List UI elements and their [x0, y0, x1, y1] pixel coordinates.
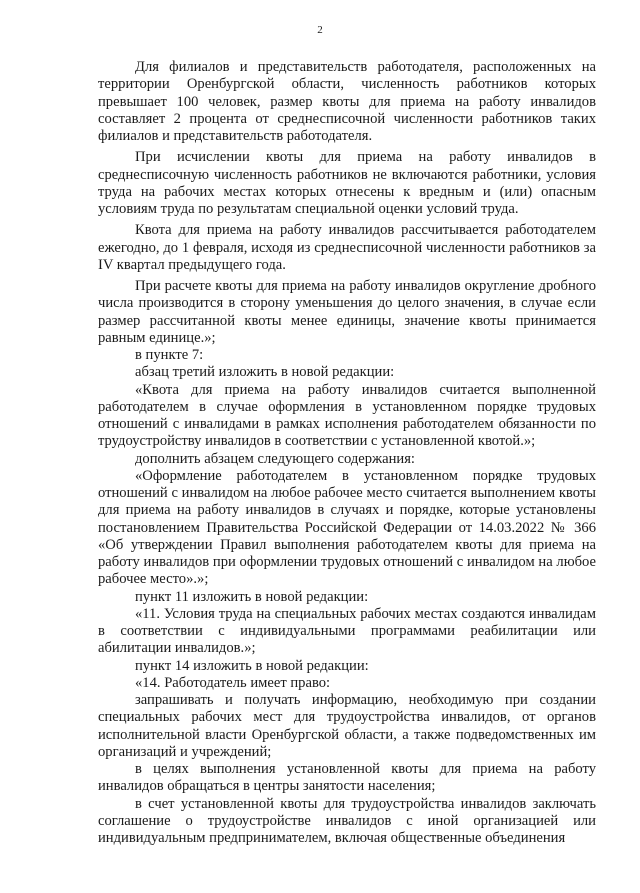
- paragraph-employment-centers: в целях выполнения установленной квоты для приема на работу инвалидов обращаться в центры занятости населения;: [98, 761, 596, 795]
- paragraph-employer-rights: «14. Работодатель имеет право:: [135, 674, 331, 691]
- paragraph-third-abzac: абзац третий изложить в новой редакции:: [135, 364, 395, 381]
- paragraph-quota-calculation: Квота для приема на работу инвалидов рассчитывается работодателем ежегодно, до 1 февраля, исходя из среднесписочной численности работников за IV квартал предыдущего года.: [98, 222, 596, 273]
- paragraph-agreement: в счет установленной квоты для трудоустройства инвалидов заключать соглашение о трудоустройстве инвалидов с иной организацией или индивидуальным предпринимателем, включая общественные объединения: [98, 795, 596, 846]
- paragraph-add-abzac: дополнить абзацем следующего содержания:: [135, 450, 415, 467]
- paragraph-any-workplace: «Оформление работодателем в установленном порядке трудовых отношений с инвалидом на любое рабочее место считается выполнением квоты для приема на работу инвалидов в случаях и порядке, которые установлены постановлением Правительства Российской Федерации от 14.03.2022 № 366 «Об утверждении Правил выполнения работодателем квоты для приема на работу инвалидов при оформлении трудовых отношений с инвалидом на любое рабочее место».»;: [98, 467, 596, 588]
- paragraph-branch-quota: Для филиалов и представительств работодателя, расположенных на территории Оренбургской области, численность работников которых превышает 100 человек, размер квоты для приема на работу инвалидов составляет 2 процента от среднесписочной численности работников таких филиалов и представительств работодателя.: [98, 59, 596, 144]
- paragraph-quota-exclusions: При исчислении квоты для приема на работу инвалидов в среднесписочную численность работников не включаются работники, условия труда на рабочих местах которых отнесены к вредным и (или) опасным условиям труда по результатам специальной оценки условий труда.: [98, 149, 596, 217]
- paragraph-point-14: пункт 14 изложить в новой редакции:: [135, 657, 369, 674]
- page-number: 2: [317, 24, 323, 36]
- paragraph-special-workplaces: «11. Условия труда на специальных рабочих местах создаются инвалидам в соответствии с индивидуальными программами реабилитации или абилитации инвалидов.»;: [98, 605, 596, 657]
- paragraph-rounding: При расчете квоты для приема на работу инвалидов округление дробного числа производится в сторону уменьшения до целого значения, в случае если размер рассчитанной квоты менее единицы, значение квоты принимается равным единице.»;: [98, 278, 596, 346]
- paragraph-point-11: пункт 11 изложить в новой редакции:: [135, 588, 369, 605]
- paragraph-request-information: запрашивать и получать информацию, необходимую при создании специальных рабочих мест для трудоустройства инвалидов, от органов исполнительной власти Оренбургской области, а также подведомственных им организаций и учреждений;: [98, 692, 596, 760]
- paragraph-quota-fulfilled: «Квота для приема на работу инвалидов считается выполненной работодателем в случае оформления в установленном порядке трудовых отношений с инвалидами в рамках исполнения работодателем обязанности по трудоустройству инвалидов в соответствии с установленной квотой.»;: [98, 381, 596, 450]
- paragraph-point-7: в пункте 7:: [135, 347, 204, 363]
- document-body: [98, 59, 596, 847]
